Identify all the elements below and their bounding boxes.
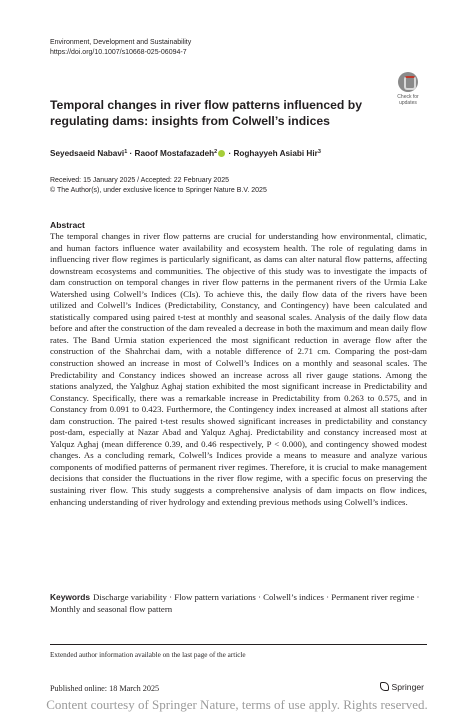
check-for-updates-badge[interactable] <box>392 72 424 108</box>
orcid-icon[interactable] <box>218 150 225 157</box>
abstract-heading: Abstract <box>50 220 85 230</box>
author-name: Raoof Mostafazadeh <box>134 149 215 158</box>
author-separator: · <box>127 149 135 158</box>
author-name: Seyedsaeid Nabavi <box>50 149 125 158</box>
springer-horse-icon <box>380 682 389 691</box>
publisher-logo <box>380 682 424 693</box>
keywords-label: Keywords <box>50 592 91 602</box>
footnote-divider <box>50 644 427 645</box>
author-affiliation: 3 <box>317 149 321 155</box>
courtesy-watermark: Content courtesy of Springer Nature, terms of use apply. Rights reserved. <box>46 697 428 712</box>
author-affiliation: 1 <box>124 149 128 155</box>
keywords-text: Discharge variability · Flow pattern variations · Colwell’s indices · Permanent river regime · Monthly and seasonal flow pattern <box>50 592 420 614</box>
journal-name: Environment, Development and Sustainability <box>50 39 192 46</box>
doi-link[interactable]: https://doi.org/10.1007/s10668-025-06094-7 <box>50 49 187 56</box>
article-dates <box>50 176 267 196</box>
keywords-block <box>50 592 427 615</box>
check-for-updates-label: Check for updates <box>397 94 419 106</box>
published-date: Published online: 18 March 2025 <box>50 684 160 693</box>
copyright-notice: © The Author(s), under exclusive licence to Springer Nature B.V. 2025 <box>50 187 267 194</box>
author-name: Roghayyeh Asiabi Hir <box>233 149 318 158</box>
author-affiliation: 2 <box>214 149 218 155</box>
author-list <box>50 148 321 159</box>
author-info-footnote: Extended author information available on the last page of the article <box>50 651 246 659</box>
journal-header <box>50 38 191 58</box>
received-accepted: Received: 15 January 2025 / Accepted: 22 February 2025 <box>50 177 230 184</box>
publisher-name: Springer <box>391 682 424 692</box>
abstract-text: The temporal changes in river flow patterns are crucial for understanding how environmental, climatic, and human factors influence water availability and ecosystem health. The role of regulating dams in influencing river flow regimes is particularly significant, as dams can alter natural flow patterns, affecting downstream ecosystems and communities. The objective of this study was to investigate the impacts of dam construction on temporal changes in river flow patterns in the permanent rivers of the Urmia Lake Watershed using Colwell’s Indices (CIs). To achieve this, the daily flow data of the rivers have been utilized and Colwell’s Indices (Predictability, Constancy, and Contingency) have been calculated and statistically compared using paired t-test at monthly and seasonal scales. Analysis of the daily flow data before and after the construction of the dam revealed a decrease in both the maximum and mean daily flow rates. The Band Urmia station experienced the most significant reduction in average flow after the construction of the Shahrchai dam, with a notable difference of 2.71 cm. Comparing the post-dam construction showed an increase in most of Colwell’s Indices on a monthly and seasonal scales. The Predictability and Constancy indices showed an increase across all river gauge stations. Among the stations analyzed, the Yalghuz Aghaj station exhibited the most significant increase in Predictability and Constancy. Specifically, there was a remarkable increase in Predictability from 0.263 to 0.575, and in Constancy from 0.091 to 0.423. Furthermore, the Contingency index increased at almost all stations after dam construction. The paired t-test results showed significant increases in predictability and constancy post-dam, especially at Nazar Abad and Yalquz Aghaj. Predictability and constancy increased most at Yalquz Aghaj (mean difference 0.39, and 0.46 respectively, P < 0.000), and contingency showed modest changes. As a concluding remark, Colwell’s Indices provide a means to measure and analyze various components of modified patterns of permanent river regimes. Therefore, it is crucial to make management decisions that consider the fluctuations in the river flow regime, with a specific focus on preserving the sustaining river flow. This study suggests a comprehensive analysis of dam impacts on flow indices, enhancing understanding of river hydrology and extending previous methods using Colwell’s indices. <box>50 231 427 507</box>
check-for-updates-icon <box>398 72 418 92</box>
article-title: Temporal changes in river flow patterns influenced by regulating dams: insights from Colwell’s indices <box>50 98 362 128</box>
author-separator: · <box>226 149 234 158</box>
